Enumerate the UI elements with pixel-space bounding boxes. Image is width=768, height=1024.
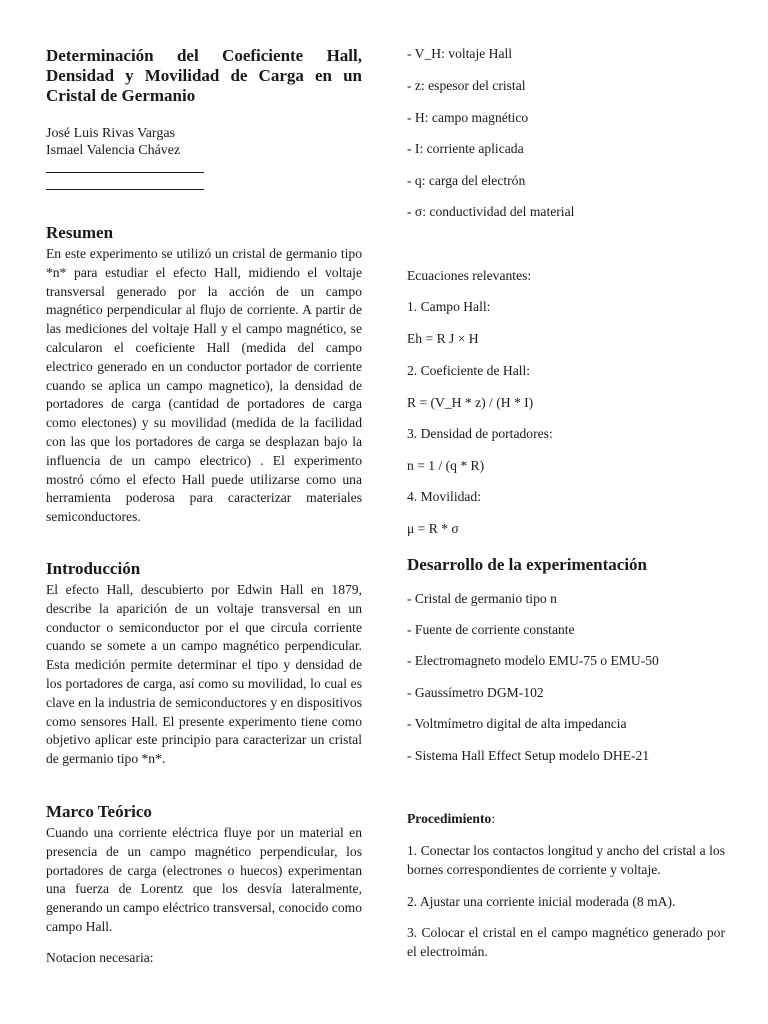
marco-teorico-paragraph: Cuando una corriente eléctrica fluye por un material en presencia de un campo magnético perpendicular, los portadores de carga (electrones o huecos) experimentan una fuerza de Lorentz que los desvía lateralmente, generando un campo eléctrico transversal, conocido como campo Hall.	[46, 825, 362, 934]
notation-item: - q: carga del electrón	[407, 173, 526, 188]
equipment-item: - Voltmímetro digital de alta impedancia	[407, 716, 627, 731]
section-heading-marco-teorico: Marco Teórico	[46, 802, 152, 821]
procedimiento-heading: Procedimiento	[407, 811, 492, 826]
equation-label: 3. Densidad de portadores:	[407, 426, 553, 441]
equipment-item: - Sistema Hall Effect Setup modelo DHE-21	[407, 748, 650, 763]
paper-title: Determinación del Coeficiente Hall, Densidad y Movilidad de Carga en un Cristal de Germanio	[46, 46, 362, 105]
signature-line	[46, 172, 204, 173]
equation-label: 4. Movilidad:	[407, 489, 482, 504]
equipment-item: - Fuente de corriente constante	[407, 622, 575, 637]
resumen-paragraph: En este experimento se utilizó un cristal de germanio tipo *n* para estudiar el efecto Hall, midiendo el voltaje transversal generado por la acción de un campo magnético perpendicular al flujo de corriente. A partir de las mediciones del voltaje Hall y el campo magnético, se calcularon el coeficiente Hall (medida del campo electrico generado en un conductor portador de corriente cuando se aplica un campo magnetico), la densidad de portadores de carga (cantidad de portadores de carga como electones) y su movilidad (medida de la facilidad con las que los portadores de carga se desplazan bajo la influencia de un campo electrico) . El experimento mostró cómo el efecto Hall puede utilizarse como una herramienta poderosa para caracterizar materiales semiconductores.	[46, 246, 362, 525]
equipment-item: - Electromagneto modelo EMU-75 o EMU-50	[407, 653, 659, 668]
section-heading-resumen: Resumen	[46, 223, 114, 242]
author-name: Ismael Valencia Chávez	[46, 143, 181, 158]
equipment-item: - Gaussímetro DGM-102	[407, 685, 544, 700]
section-heading-desarrollo: Desarrollo de la experimentación	[407, 555, 648, 574]
equation-formula: n = 1 / (q * R)	[407, 458, 485, 473]
equation-formula: Eh = R J × H	[407, 331, 479, 346]
introduccion-paragraph: El efecto Hall, descubierto por Edwin Hall en 1879, describe la aparición de un voltaje transversal en un conductor o semiconductor por el que circula corriente cuando se somete a un campo magnético perpendicular. Esta medición permite determinar el tipo y densidad de los portadores de carga, así como su movilidad, lo cual es clave en la industria de semiconductores y en dispositivos como sensores Hall. El presente experimento tiene como objetivo aplicar este principio para caracterizar un cristal de germanio tipo *n*.	[46, 582, 362, 767]
author-list	[46, 125, 180, 159]
procedimiento-step: 1. Conectar los contactos longitud y ancho del cristal a los bornes correspondientes de corriente y voltaje.	[407, 843, 725, 877]
notation-item: - z: espesor del cristal	[407, 78, 526, 93]
section-heading-introduccion: Introducción	[46, 559, 141, 578]
procedimiento-heading-line	[407, 810, 495, 828]
equation-label: 2. Coeficiente de Hall:	[407, 363, 531, 378]
author-name: José Luis Rivas Vargas	[46, 126, 175, 141]
equipment-item: - Cristal de germanio tipo n	[407, 591, 557, 606]
notation-item: - H: campo magnético	[407, 110, 529, 125]
equations-heading: Ecuaciones relevantes:	[407, 268, 532, 283]
procedimiento-colon: :	[491, 811, 496, 826]
signature-line	[46, 189, 204, 190]
equation-formula: R = (V_H * z) / (H * I)	[407, 395, 534, 410]
equation-label: 1. Campo Hall:	[407, 299, 491, 314]
procedimiento-step: 2. Ajustar una corriente inicial moderada (8 mA).	[407, 894, 676, 909]
notation-intro: Notacion necesaria:	[46, 950, 154, 965]
notation-item: - I: corriente aplicada	[407, 141, 524, 156]
procedimiento-step: 3. Colocar el cristal en el campo magnético generado por el electroimán.	[407, 925, 725, 959]
equation-formula: μ = R * σ	[407, 521, 459, 536]
notation-item: - V_H: voltaje Hall	[407, 46, 513, 61]
notation-item: - σ: conductividad del material	[407, 204, 575, 219]
